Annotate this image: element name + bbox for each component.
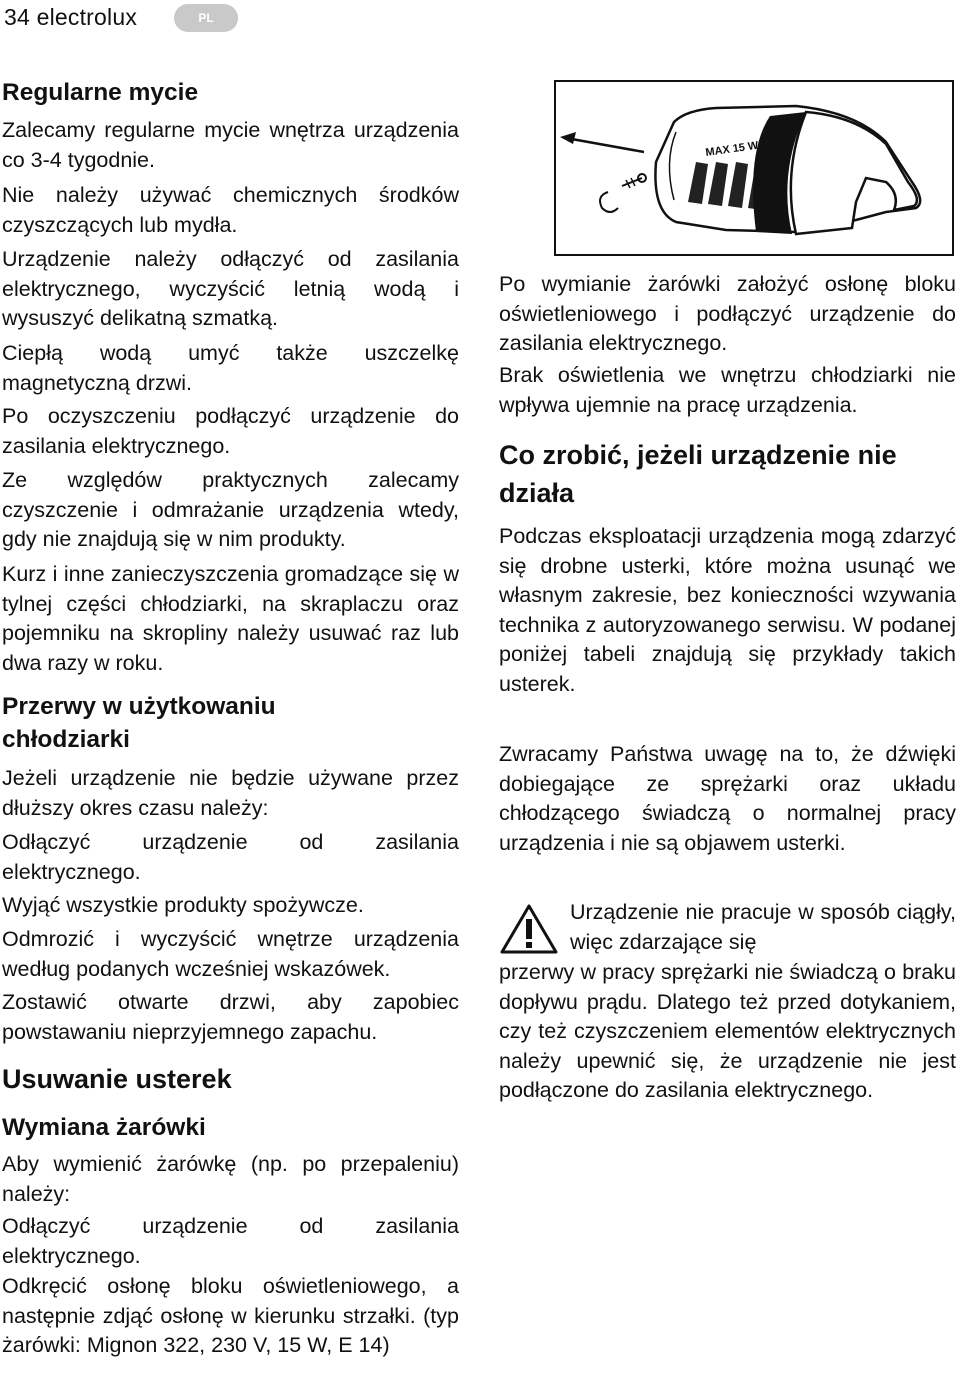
heading-what-to-do: Co zrobić, jeżeli urządzenie nie działa [499, 440, 897, 508]
max-wattage-label: MAX 15 W [704, 139, 760, 159]
paragraph: Ciepłą wodą umyć także uszczelkę magnetyczną drzwi. [2, 341, 459, 395]
heading-regular-cleaning: Regularne mycie [2, 79, 199, 106]
screw-icon [600, 174, 646, 212]
page-number-brand: 34 electrolux [4, 3, 138, 30]
warning-text-continued: przerwy w pracy sprężarki nie świadczą o braku dopływu prądu. Dlatego też przed dotykaniem, czy też czyszczeniem elementów elektrycznych należy upewnić się, że urządzenie nie jest podłączone do zasilania elektrycznego. [499, 960, 956, 1102]
paragraph: Kurz i inne zanieczyszczenia gromadzące się w tylnej części chłodziarki, na skraplaczu oraz pojemniku na skropliny należy usuwać raz lub dwa razy w roku. [2, 562, 459, 675]
lamp-housing-drawing [556, 82, 952, 254]
paragraph: Po wymianie żarówki założyć osłonę bloku oświetleniowego i podłączyć urządzenie do zasilania elektrycznego. [499, 272, 956, 355]
paragraph: Brak oświetlenia we wnętrzu chłodziarki nie wpływa ujemnie na pracę urządzenia. [499, 363, 956, 417]
paragraph: Jeżeli urządzenie nie będzie używane przez dłuższy okres czasu należy: [2, 766, 459, 820]
paragraph: Urządzenie należy odłączyć od zasilania elektrycznego, wyczyścić letnią wodą i wysuszyć delikatną szmatką. [2, 247, 459, 330]
paragraph: Zalecamy regularne mycie wnętrza urządzenia co 3-4 tygodnie. [2, 118, 459, 172]
paragraph: Odłączyć urządzenie od zasilania elektrycznego. [2, 1214, 459, 1268]
paragraph: Ze względów praktycznych zalecamy czyszczenie i odmrażanie urządzenia wtedy, gdy nie znajdują się w nim produkty. [2, 468, 459, 551]
paragraph: Zostawić otwarte drzwi, aby zapobiec powstawaniu nieprzyjemnego zapachu. [2, 990, 459, 1044]
heading-troubleshooting: Usuwanie usterek [2, 1064, 232, 1094]
bulb-cover-illustration [554, 80, 954, 256]
paragraph: Nie należy używać chemicznych środków czyszczących lub mydła. [2, 183, 459, 237]
paragraph: Podczas eksploatacji urządzenia mogą zdarzyć się drobne usterki, które można usunąć we własnym zakresie, bez konieczności wzywania technika z autoryzowanego serwisu. W podanej poniżej tabeli znajdują się przykłady takich usterek. [499, 524, 956, 696]
paragraph: Odłączyć urządzenie od zasilania elektrycznego. [2, 830, 459, 884]
paragraph: Odkręcić osłonę bloku oświetleniowego, a następnie zdjąć osłonę w kierunku strzałki. (typ żarówki: Mignon 322, 230 V, 15 W, E 14) [2, 1274, 459, 1357]
lamp-housing [655, 106, 920, 234]
heading-bulb-replacement: Wymiana żarówki [2, 1114, 206, 1141]
paragraph: Odmrozić i wyczyścić wnętrze urządzenia według podanych wcześniej wskazówek. [2, 927, 459, 981]
direction-arrow-icon [560, 132, 644, 152]
warning-triangle-icon [499, 902, 559, 956]
heading-storage-break: Przerwy w użytkowaniu chłodziarki [2, 693, 276, 753]
paragraph: Wyjąć wszystkie produkty spożywcze. [2, 893, 364, 917]
paragraph: Aby wymienić żarówkę (np. po przepaleniu) należy: [2, 1152, 459, 1206]
warning-text: Urządzenie nie pracuje w sposób ciągły, więc zdarzające się [570, 900, 956, 954]
paragraph: Zwracamy Państwa uwagę na to, że dźwięki dobiegające ze sprężarki oraz układu chłodzącego świadczą o normalnej pracy urządzenia i nie są objawem usterki. [499, 742, 956, 855]
paragraph: Po oczyszczeniu podłączyć urządzenie do zasilania elektrycznego. [2, 404, 459, 458]
page-header [4, 2, 214, 32]
language-badge: PL [174, 4, 238, 32]
